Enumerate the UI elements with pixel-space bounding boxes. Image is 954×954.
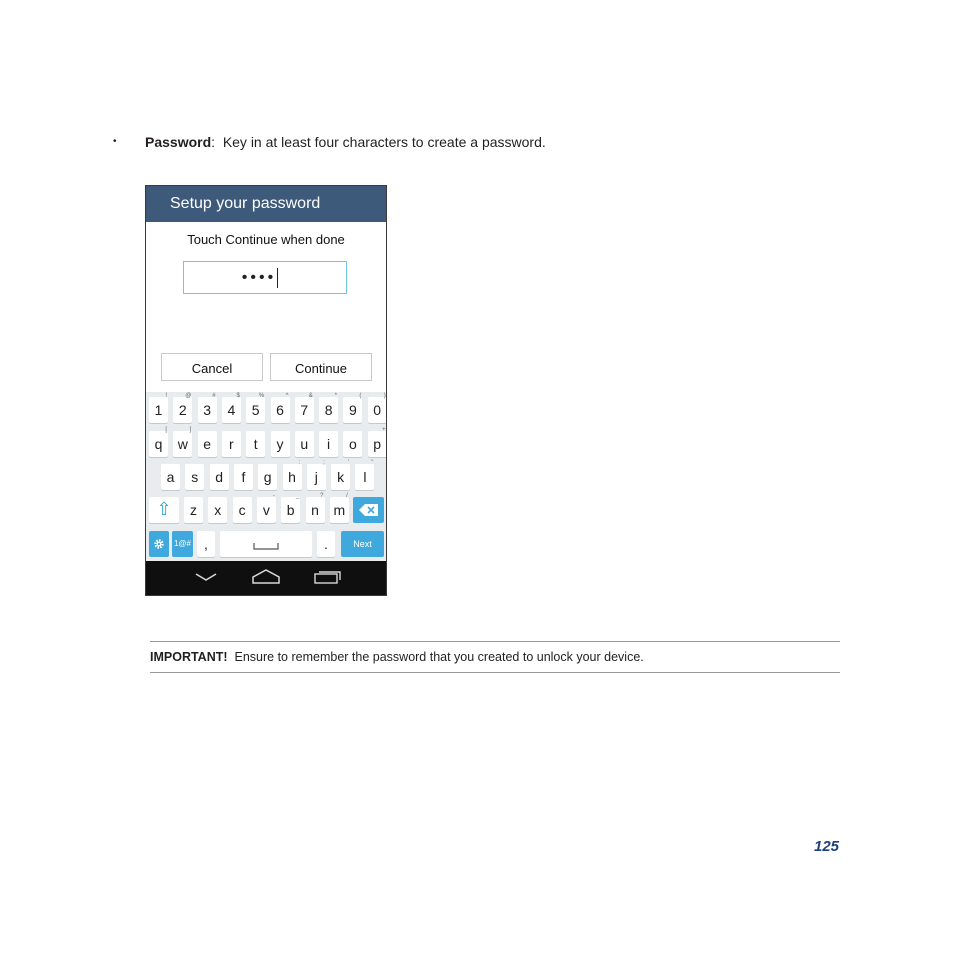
comma-key[interactable]: , xyxy=(197,531,215,557)
symbols-key[interactable]: 1@# xyxy=(172,531,193,557)
key-i[interactable] xyxy=(319,431,338,457)
key-label: 7 xyxy=(300,402,309,418)
key-label: i xyxy=(327,436,331,452)
key-a[interactable] xyxy=(161,464,180,490)
important-note xyxy=(150,650,644,664)
key-v[interactable] xyxy=(257,493,276,523)
key-alt-label: ( xyxy=(359,393,362,399)
key-label: 1 xyxy=(154,402,163,418)
key-alt-label: ; xyxy=(323,460,325,466)
dialog-subtitle: Touch Continue when done xyxy=(187,232,345,247)
key-alt-label: ] xyxy=(189,427,192,433)
key-label: h xyxy=(288,469,296,485)
key-s[interactable] xyxy=(185,464,204,490)
gear-icon xyxy=(153,538,165,550)
key-label: f xyxy=(241,469,246,485)
key-1[interactable] xyxy=(149,393,168,423)
key-j[interactable] xyxy=(307,460,326,490)
key-f[interactable] xyxy=(234,464,253,490)
key-label: g xyxy=(263,469,272,485)
key-c[interactable] xyxy=(233,497,252,523)
back-icon[interactable] xyxy=(194,569,218,585)
key-label: 6 xyxy=(276,402,284,418)
key-label: a xyxy=(166,469,175,485)
key-label: n xyxy=(311,502,319,518)
key-label: k xyxy=(337,469,345,485)
key-alt-label: & xyxy=(308,393,313,399)
space-bar-icon xyxy=(253,541,279,551)
dialog-title: Setup your password xyxy=(146,186,386,222)
key-label: l xyxy=(363,469,367,485)
password-mask: •••• xyxy=(241,269,277,287)
home-icon[interactable] xyxy=(252,569,280,585)
key-label: z xyxy=(190,502,197,518)
key-label: d xyxy=(215,469,223,485)
key-m[interactable] xyxy=(330,493,349,523)
password-mask-wrap xyxy=(184,268,346,288)
key-d[interactable] xyxy=(210,464,229,490)
key-t[interactable] xyxy=(246,431,265,457)
key-p[interactable] xyxy=(368,427,387,457)
key-u[interactable] xyxy=(295,431,314,457)
key-alt-label: ^ xyxy=(285,393,289,399)
key-alt-label: - xyxy=(272,493,275,499)
recent-apps-icon[interactable] xyxy=(314,569,342,585)
key-8[interactable] xyxy=(319,393,338,423)
on-screen-keyboard xyxy=(146,392,386,561)
space-key[interactable] xyxy=(220,531,312,557)
key-label: u xyxy=(300,436,309,452)
key-l[interactable] xyxy=(355,460,374,490)
key-label: y xyxy=(276,436,284,452)
divider-bottom xyxy=(150,672,840,673)
key-alt-label: " xyxy=(371,460,374,466)
key-9[interactable] xyxy=(343,393,362,423)
key-label: r xyxy=(229,436,234,452)
text-caret xyxy=(277,268,278,288)
key-w[interactable] xyxy=(173,427,192,457)
key-alt-label: # xyxy=(212,393,216,399)
key-alt-label: / xyxy=(346,493,348,499)
key-alt-label: ! xyxy=(165,393,167,399)
key-label: s xyxy=(191,469,199,485)
key-alt-label: : xyxy=(298,460,301,466)
backspace-key[interactable] xyxy=(353,497,384,523)
bullet-term: Password xyxy=(145,134,212,150)
next-key[interactable]: Next xyxy=(341,531,384,557)
settings-key[interactable] xyxy=(149,531,169,557)
key-y[interactable] xyxy=(271,431,290,457)
period-key[interactable]: . xyxy=(317,531,335,557)
key-label: v xyxy=(262,502,270,518)
key-e[interactable] xyxy=(198,431,217,457)
key-label: 9 xyxy=(348,402,357,418)
key-n[interactable] xyxy=(306,493,325,523)
key-label: j xyxy=(314,469,318,485)
key-g[interactable] xyxy=(258,464,277,490)
backspace-icon xyxy=(359,504,379,516)
key-alt-label: % xyxy=(258,393,265,399)
key-4[interactable] xyxy=(222,393,241,423)
key-z[interactable] xyxy=(184,497,203,523)
key-label: q xyxy=(154,436,163,452)
key-label: 0 xyxy=(373,402,382,418)
key-0[interactable] xyxy=(368,393,387,423)
key-b[interactable] xyxy=(281,493,300,523)
key-label: o xyxy=(348,436,357,452)
bullet-text xyxy=(145,133,546,151)
key-label: t xyxy=(253,436,258,452)
important-label: IMPORTANT! xyxy=(150,650,228,664)
key-2[interactable] xyxy=(173,393,192,423)
key-label: c xyxy=(238,502,246,518)
phone-screenshot xyxy=(145,185,387,596)
page-number: 125 xyxy=(814,838,840,855)
bullet-dot: • xyxy=(113,136,117,147)
key-label: 2 xyxy=(178,402,187,418)
key-7[interactable] xyxy=(295,393,314,423)
important-text: Ensure to remember the password that you created to unlock your device. xyxy=(234,650,644,664)
shift-key[interactable] xyxy=(149,497,179,523)
key-q[interactable] xyxy=(149,427,168,457)
divider-top xyxy=(150,641,840,642)
key-alt-label: ) xyxy=(383,393,386,399)
key-alt-label: ? xyxy=(320,493,324,499)
key-label: w xyxy=(177,436,188,452)
key-x[interactable] xyxy=(208,497,227,523)
key-label: x xyxy=(214,502,222,518)
key-alt-label: @ xyxy=(185,393,192,399)
key-label: b xyxy=(286,502,295,518)
key-label: 3 xyxy=(203,402,211,418)
password-input[interactable] xyxy=(183,261,347,294)
key-alt-label: _ xyxy=(295,493,300,499)
key-label: 4 xyxy=(227,402,236,418)
key-alt-label: + xyxy=(382,427,386,433)
bullet-separator: : xyxy=(211,134,216,150)
key-alt-label: [ xyxy=(165,427,167,433)
key-label: m xyxy=(333,502,346,518)
key-label: 8 xyxy=(324,402,333,418)
shift-arrow-icon: ⇧ xyxy=(156,499,172,519)
key-3[interactable] xyxy=(198,393,217,423)
key-label: e xyxy=(203,436,211,452)
key-alt-label: $ xyxy=(236,393,240,399)
key-6[interactable] xyxy=(271,393,290,423)
key-r[interactable] xyxy=(222,431,241,457)
navigation-bar xyxy=(146,561,386,595)
key-label: 5 xyxy=(251,402,260,418)
bullet-description: Key in at least four characters to create a password. xyxy=(222,134,546,150)
key-o[interactable] xyxy=(343,431,362,457)
key-label: p xyxy=(373,436,382,452)
key-k[interactable] xyxy=(331,460,350,490)
key-alt-label: ' xyxy=(347,460,350,466)
key-5[interactable] xyxy=(246,393,265,423)
continue-button[interactable]: Continue xyxy=(270,353,372,381)
cancel-button[interactable]: Cancel xyxy=(161,353,263,381)
key-h[interactable] xyxy=(283,460,302,490)
key-alt-label: * xyxy=(334,393,338,399)
